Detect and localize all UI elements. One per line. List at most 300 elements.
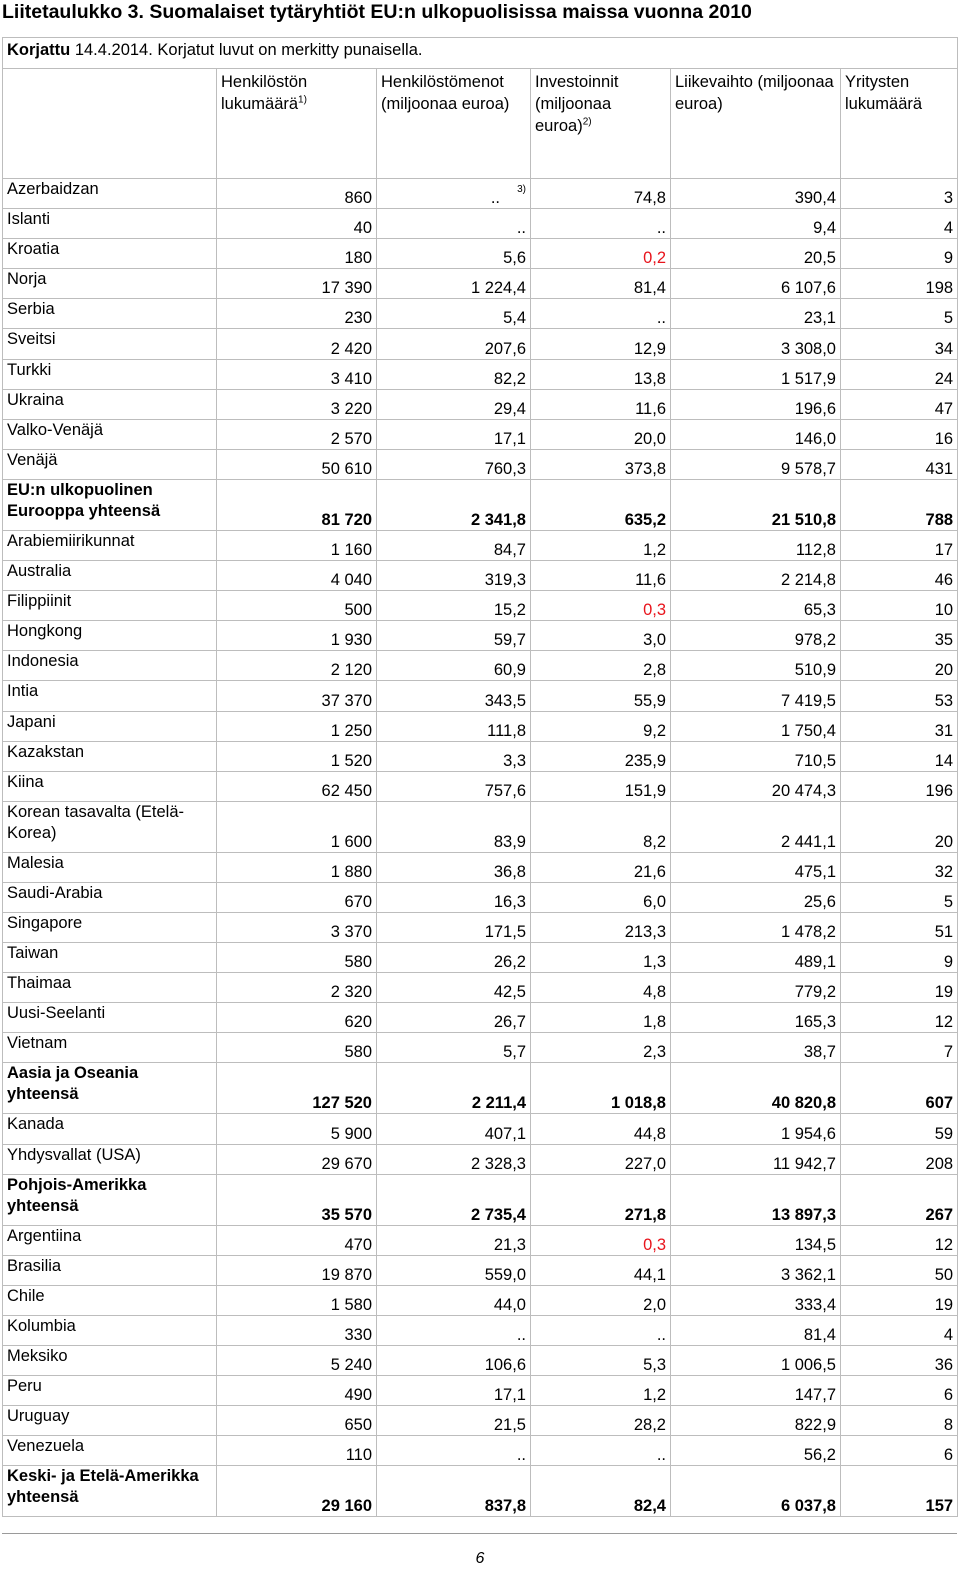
cell-value: 8 bbox=[943, 1416, 954, 1435]
value-cell bbox=[531, 299, 671, 329]
cell-value: 42,5 bbox=[493, 983, 526, 1002]
cell-value: 112,8 bbox=[795, 541, 836, 560]
cell-value: 1,2 bbox=[643, 541, 666, 560]
cell-value: 5 240 bbox=[330, 1356, 372, 1375]
value-cell bbox=[671, 852, 841, 882]
cell-value: 510,9 bbox=[794, 661, 836, 680]
value-cell bbox=[377, 389, 531, 419]
cell-value: 180 bbox=[344, 249, 372, 268]
cell-value: 390,4 bbox=[794, 189, 836, 208]
cell-value: 1 880 bbox=[330, 862, 372, 881]
value-cell bbox=[671, 1255, 841, 1285]
cell-value: 9,4 bbox=[813, 219, 836, 238]
cell-value: 196,6 bbox=[794, 399, 836, 418]
value-cell bbox=[377, 269, 531, 299]
table-row bbox=[3, 449, 958, 479]
cell-value: 38,7 bbox=[803, 1043, 836, 1062]
value-cell bbox=[841, 801, 958, 852]
header-cell bbox=[531, 69, 671, 179]
value-cell bbox=[671, 419, 841, 449]
value-cell bbox=[841, 973, 958, 1003]
cell-value: 26,7 bbox=[493, 1013, 526, 1032]
country-name: Argentiina bbox=[3, 1225, 217, 1255]
value-cell bbox=[671, 359, 841, 389]
cell-value: 1 517,9 bbox=[780, 369, 836, 388]
cell-value: 3 370 bbox=[330, 923, 372, 942]
cell-value: 165,3 bbox=[794, 1013, 836, 1032]
cell-value: 1,2 bbox=[643, 1386, 666, 1405]
country-name: Arabiemiirikunnat bbox=[3, 530, 217, 560]
cell-value: 7 419,5 bbox=[780, 691, 836, 710]
cell-value: 147,7 bbox=[794, 1386, 836, 1405]
value-cell bbox=[841, 621, 958, 651]
value-cell bbox=[217, 943, 377, 973]
table-row bbox=[3, 1436, 958, 1466]
cell-value: 2 320 bbox=[330, 983, 372, 1002]
value-cell bbox=[531, 209, 671, 239]
value-cell bbox=[377, 530, 531, 560]
cell-value: 21,6 bbox=[633, 862, 666, 881]
value-cell bbox=[217, 1436, 377, 1466]
cell-value: 1 224,4 bbox=[470, 279, 526, 298]
cell-value: 1 018,8 bbox=[610, 1094, 666, 1113]
country-name: Aasia ja Oseania yhteensä bbox=[3, 1063, 217, 1114]
value-cell bbox=[377, 209, 531, 239]
country-name: EU:n ulkopuolinen Eurooppa yhteensä bbox=[3, 479, 217, 530]
country-name: Uruguay bbox=[3, 1406, 217, 1436]
value-cell bbox=[531, 711, 671, 741]
value-cell bbox=[671, 973, 841, 1003]
table-row bbox=[3, 651, 958, 681]
cell-value: 5,3 bbox=[643, 1356, 666, 1375]
cell-value: 1 954,6 bbox=[780, 1124, 836, 1143]
country-name: Korean tasavalta (Etelä-Korea) bbox=[3, 801, 217, 852]
cell-value: 65,3 bbox=[803, 601, 836, 620]
value-cell bbox=[531, 530, 671, 560]
table-row bbox=[3, 1003, 958, 1033]
value-cell bbox=[531, 1285, 671, 1315]
value-cell bbox=[377, 741, 531, 771]
value-cell bbox=[671, 239, 841, 269]
cell-value: 2 420 bbox=[330, 339, 372, 358]
value-cell bbox=[841, 1466, 958, 1517]
value-cell bbox=[531, 239, 671, 269]
cell-value: 1 006,5 bbox=[780, 1356, 836, 1375]
note-text: 14.4.2014. Korjatut luvut on merkitty punaisella. bbox=[70, 41, 423, 59]
cell-value: 1 160 bbox=[330, 541, 372, 560]
cell-value: 20,5 bbox=[803, 249, 836, 268]
value-cell bbox=[217, 882, 377, 912]
table-row bbox=[3, 389, 958, 419]
cell-value: 17 bbox=[934, 541, 954, 560]
cell-value: .. bbox=[656, 309, 666, 328]
table-row bbox=[3, 1315, 958, 1345]
cell-value: 1,3 bbox=[643, 953, 666, 972]
value-cell bbox=[531, 1315, 671, 1345]
header-text: Henkilöstön lukumäärä bbox=[221, 73, 308, 113]
value-cell bbox=[841, 741, 958, 771]
country-name: Intia bbox=[3, 681, 217, 711]
cell-value: 198 bbox=[925, 279, 954, 298]
value-cell bbox=[671, 530, 841, 560]
value-cell bbox=[671, 1114, 841, 1144]
cell-value: 74,8 bbox=[633, 189, 666, 208]
cell-value: 580 bbox=[344, 953, 372, 972]
cell-value: 319,3 bbox=[484, 571, 526, 590]
cell-value: .. bbox=[656, 1326, 666, 1344]
cell-value: 431 bbox=[925, 459, 954, 478]
cell-value: 81 720 bbox=[321, 510, 372, 529]
value-cell bbox=[841, 389, 958, 419]
value-cell bbox=[217, 449, 377, 479]
cell-value: 16 bbox=[934, 429, 954, 448]
value-cell bbox=[377, 329, 531, 359]
value-cell bbox=[377, 1114, 531, 1144]
value-cell bbox=[377, 299, 531, 329]
value-cell bbox=[531, 882, 671, 912]
value-cell bbox=[377, 681, 531, 711]
value-cell bbox=[217, 329, 377, 359]
cell-value: 53 bbox=[934, 691, 954, 710]
cell-value: 5 bbox=[943, 309, 954, 328]
cell-value: 860 bbox=[344, 189, 372, 208]
cell-value: 62 450 bbox=[321, 781, 372, 800]
cell-value: 4 040 bbox=[330, 571, 372, 590]
value-cell bbox=[217, 741, 377, 771]
value-cell bbox=[671, 449, 841, 479]
value-cell bbox=[217, 1063, 377, 1114]
country-name: Venäjä bbox=[3, 449, 217, 479]
value-cell bbox=[217, 651, 377, 681]
table-row bbox=[3, 1346, 958, 1376]
value-cell bbox=[217, 530, 377, 560]
value-cell bbox=[377, 882, 531, 912]
cell-value: 23,1 bbox=[803, 309, 836, 328]
value-cell bbox=[671, 882, 841, 912]
cell-value: 2 341,8 bbox=[470, 510, 526, 529]
cell-value: 40 bbox=[353, 219, 372, 238]
cell-value: 28,2 bbox=[633, 1416, 666, 1435]
cell-value: 373,8 bbox=[624, 459, 666, 478]
cell-value: 2 735,4 bbox=[470, 1205, 526, 1224]
value-cell bbox=[531, 1376, 671, 1406]
cell-value: 19 bbox=[934, 1295, 954, 1314]
country-name: Australia bbox=[3, 561, 217, 591]
value-cell bbox=[671, 621, 841, 651]
table-row bbox=[3, 801, 958, 852]
value-cell bbox=[217, 359, 377, 389]
subtotal-row bbox=[3, 1466, 958, 1517]
value-cell bbox=[531, 329, 671, 359]
cell-value: 710,5 bbox=[794, 751, 836, 770]
cell-value: 1 580 bbox=[330, 1295, 372, 1314]
cell-value: 21 510,8 bbox=[771, 510, 836, 529]
cell-value: 31 bbox=[934, 721, 954, 740]
value-cell bbox=[217, 1003, 377, 1033]
cell-value: 2 211,4 bbox=[471, 1094, 526, 1113]
table-row bbox=[3, 239, 958, 269]
cell-value: 9 bbox=[943, 953, 954, 972]
value-cell bbox=[841, 852, 958, 882]
table-row bbox=[3, 711, 958, 741]
cell-value: 271,8 bbox=[624, 1205, 666, 1224]
table-body bbox=[3, 38, 958, 1517]
value-cell bbox=[671, 329, 841, 359]
cell-value: 6 bbox=[943, 1386, 954, 1405]
cell-value: 9,2 bbox=[643, 721, 666, 740]
value-cell bbox=[841, 681, 958, 711]
cell-value: 470 bbox=[344, 1235, 372, 1254]
value-cell bbox=[531, 1144, 671, 1174]
table-row bbox=[3, 329, 958, 359]
value-cell bbox=[217, 561, 377, 591]
cell-value: 2 214,8 bbox=[780, 571, 836, 590]
cell-value: 56,2 bbox=[803, 1446, 836, 1465]
value-cell bbox=[377, 1255, 531, 1285]
cell-value: 5 900 bbox=[330, 1124, 372, 1143]
value-cell bbox=[841, 1033, 958, 1063]
value-cell bbox=[531, 591, 671, 621]
value-cell bbox=[841, 1436, 958, 1466]
note-row bbox=[3, 38, 958, 69]
value-cell bbox=[841, 912, 958, 942]
value-cell bbox=[841, 359, 958, 389]
cell-value: 50 610 bbox=[321, 459, 372, 478]
value-cell bbox=[377, 852, 531, 882]
cell-value: 6,0 bbox=[643, 892, 666, 911]
value-cell bbox=[671, 1315, 841, 1345]
country-name: Kazakstan bbox=[3, 741, 217, 771]
cell-value: 2,0 bbox=[643, 1295, 666, 1314]
value-cell bbox=[377, 1144, 531, 1174]
value-cell bbox=[671, 912, 841, 942]
cell-value: 81,4 bbox=[803, 1326, 836, 1344]
table-row bbox=[3, 973, 958, 1003]
cell-value: 607 bbox=[925, 1094, 954, 1113]
value-cell bbox=[841, 1406, 958, 1436]
value-cell bbox=[217, 1225, 377, 1255]
value-cell bbox=[671, 681, 841, 711]
value-cell bbox=[531, 943, 671, 973]
value-cell bbox=[671, 1225, 841, 1255]
value-cell bbox=[531, 651, 671, 681]
header-cell bbox=[841, 69, 958, 179]
table-row bbox=[3, 943, 958, 973]
value-cell bbox=[841, 179, 958, 209]
value-cell bbox=[531, 741, 671, 771]
cell-value: 620 bbox=[344, 1013, 372, 1032]
value-cell bbox=[217, 1144, 377, 1174]
table-row bbox=[3, 912, 958, 942]
cell-value: 1 478,2 bbox=[780, 923, 836, 942]
value-cell bbox=[217, 591, 377, 621]
country-name: Meksiko bbox=[3, 1346, 217, 1376]
cell-value: 2 441,1 bbox=[780, 832, 836, 851]
value-cell bbox=[217, 269, 377, 299]
value-cell bbox=[671, 1003, 841, 1033]
cell-value: 106,6 bbox=[484, 1356, 526, 1375]
value-cell bbox=[377, 1033, 531, 1063]
cell-value: 11 942,7 bbox=[772, 1154, 836, 1173]
cell-value: .. bbox=[656, 1446, 666, 1465]
value-cell bbox=[531, 681, 671, 711]
value-cell bbox=[377, 771, 531, 801]
table-row bbox=[3, 1285, 958, 1315]
value-cell bbox=[671, 741, 841, 771]
country-name: Japani bbox=[3, 711, 217, 741]
value-cell bbox=[531, 1033, 671, 1063]
cell-value: 1 250 bbox=[330, 721, 372, 740]
cell-value: 6 bbox=[943, 1446, 954, 1465]
cell-value: 29 670 bbox=[321, 1154, 372, 1173]
table-row bbox=[3, 771, 958, 801]
value-cell bbox=[841, 1225, 958, 1255]
value-cell bbox=[671, 299, 841, 329]
value-cell bbox=[217, 1376, 377, 1406]
cell-value: 29,4 bbox=[493, 399, 526, 418]
cell-value: 9 578,7 bbox=[780, 459, 836, 478]
cell-value: 2,8 bbox=[643, 661, 666, 680]
cell-value: 3 410 bbox=[330, 369, 372, 388]
cell-value: 17 390 bbox=[321, 279, 372, 298]
table-row bbox=[3, 591, 958, 621]
value-cell bbox=[841, 479, 958, 530]
value-cell bbox=[217, 1315, 377, 1345]
cell-value: 333,4 bbox=[794, 1295, 836, 1314]
cell-value: 4,8 bbox=[643, 983, 666, 1002]
cell-value: 20 474,3 bbox=[771, 781, 836, 800]
cell-value: 580 bbox=[344, 1043, 372, 1062]
value-cell bbox=[531, 1114, 671, 1144]
value-cell bbox=[841, 1144, 958, 1174]
cell-value: 3 bbox=[943, 189, 954, 208]
country-name: Chile bbox=[3, 1285, 217, 1315]
value-cell bbox=[377, 973, 531, 1003]
country-name: Thaimaa bbox=[3, 973, 217, 1003]
value-cell bbox=[841, 1346, 958, 1376]
table-row bbox=[3, 209, 958, 239]
value-cell bbox=[217, 209, 377, 239]
cell-value: 59 bbox=[934, 1124, 954, 1143]
cell-value: 475,1 bbox=[794, 862, 836, 881]
cell-value: 779,2 bbox=[794, 983, 836, 1002]
cell-value: 11,6 bbox=[635, 399, 666, 418]
table-row bbox=[3, 681, 958, 711]
value-cell bbox=[531, 1466, 671, 1517]
header-footnote: 1) bbox=[298, 94, 307, 106]
cell-value: 500 bbox=[344, 601, 372, 620]
cell-value: 489,1 bbox=[794, 953, 836, 972]
header-corner bbox=[3, 69, 217, 179]
table-row bbox=[3, 299, 958, 329]
country-name: Uusi-Seelanti bbox=[3, 1003, 217, 1033]
value-cell bbox=[531, 1174, 671, 1225]
value-cell bbox=[217, 1033, 377, 1063]
value-cell bbox=[841, 771, 958, 801]
country-name: Turkki bbox=[3, 359, 217, 389]
value-cell bbox=[671, 1033, 841, 1063]
value-cell bbox=[671, 209, 841, 239]
cell-value: 37 370 bbox=[321, 691, 372, 710]
country-name: Taiwan bbox=[3, 943, 217, 973]
value-cell bbox=[841, 1255, 958, 1285]
cell-value: 3,0 bbox=[643, 631, 666, 650]
value-cell bbox=[841, 1003, 958, 1033]
value-cell bbox=[841, 329, 958, 359]
value-cell bbox=[671, 1063, 841, 1114]
cell-value: 17,1 bbox=[493, 1386, 526, 1405]
value-cell: .. 3) bbox=[377, 179, 531, 209]
cell-value: 83,9 bbox=[493, 832, 526, 851]
cell-value: 19 870 bbox=[321, 1265, 372, 1284]
cell-value: 11,6 bbox=[635, 571, 666, 590]
value-cell bbox=[841, 530, 958, 560]
value-cell bbox=[671, 591, 841, 621]
cell-value: 207,6 bbox=[484, 339, 526, 358]
cell-value: 8,2 bbox=[643, 832, 666, 851]
cell-value: 12,9 bbox=[633, 339, 666, 358]
value-cell bbox=[531, 1406, 671, 1436]
cell-value: 196 bbox=[925, 781, 954, 800]
cell-value: 9 bbox=[943, 249, 954, 268]
country-name: Norja bbox=[3, 269, 217, 299]
page-title: Liitetaulukko 3. Suomalaiset tytäryhtiöt EU:n ulkopuolisissa maissa vuonna 2010 bbox=[2, 1, 752, 23]
value-cell bbox=[377, 651, 531, 681]
cell-value: 760,3 bbox=[484, 459, 526, 478]
value-cell bbox=[531, 1255, 671, 1285]
value-cell bbox=[531, 449, 671, 479]
value-cell bbox=[377, 711, 531, 741]
header-row bbox=[3, 69, 958, 179]
value-cell bbox=[531, 389, 671, 419]
cell-value: 1 750,4 bbox=[780, 721, 836, 740]
cell-value: 26,2 bbox=[493, 953, 526, 972]
header-cell bbox=[671, 69, 841, 179]
cell-value: 5,6 bbox=[503, 249, 526, 268]
value-cell bbox=[671, 269, 841, 299]
cell-value: 2 120 bbox=[330, 661, 372, 680]
value-cell bbox=[217, 1174, 377, 1225]
cell-value: 330 bbox=[344, 1326, 372, 1344]
value-cell bbox=[377, 1063, 531, 1114]
cell-value: .. bbox=[516, 219, 526, 238]
cell-value: 559,0 bbox=[484, 1265, 526, 1284]
value-cell bbox=[377, 479, 531, 530]
value-cell bbox=[531, 561, 671, 591]
country-name: Islanti bbox=[3, 209, 217, 239]
header-cell bbox=[217, 69, 377, 179]
cell-value: 3 220 bbox=[330, 399, 372, 418]
value-cell bbox=[841, 1114, 958, 1144]
cell-value: 235,9 bbox=[624, 751, 666, 770]
cell-value: 16,3 bbox=[493, 892, 526, 911]
value-cell bbox=[217, 621, 377, 651]
cell-value: 36,8 bbox=[493, 862, 526, 881]
table-row bbox=[3, 561, 958, 591]
cell-value: 757,6 bbox=[484, 781, 526, 800]
country-name: Kanada bbox=[3, 1114, 217, 1144]
country-name: Azerbaidzan bbox=[3, 179, 217, 209]
cell-value: 7 bbox=[943, 1043, 954, 1062]
cell-value: 40 820,8 bbox=[771, 1094, 836, 1113]
table-row bbox=[3, 1033, 958, 1063]
cell-value: 1 930 bbox=[330, 631, 372, 650]
value-cell bbox=[377, 801, 531, 852]
cell-value: 47 bbox=[934, 399, 954, 418]
value-cell bbox=[841, 1285, 958, 1315]
country-name: Pohjois-Amerikka yhteensä bbox=[3, 1174, 217, 1225]
cell-value: 343,5 bbox=[484, 691, 526, 710]
